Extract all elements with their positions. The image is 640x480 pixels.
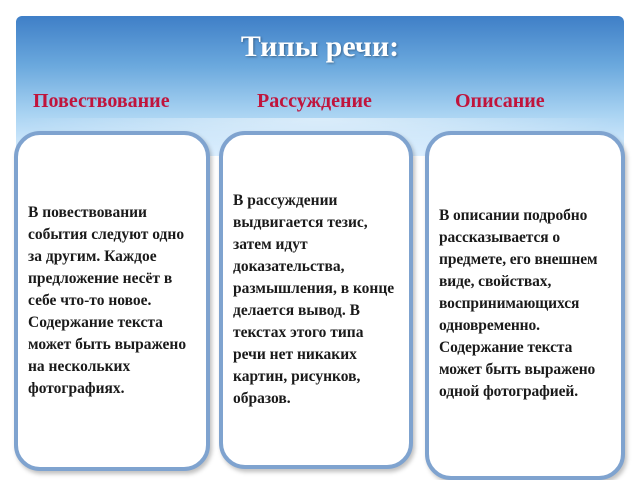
description-box [425, 131, 625, 480]
reasoning-box [219, 131, 413, 469]
heading-narration: Повествование [33, 90, 170, 112]
slide-title: Типы речи: [240, 30, 400, 63]
reasoning-text: В рассуждении выдвигается тезис, затем идут доказательства, размышления, в конце делается вывод. В текстах этого типа речи нет никаких картин, рисунков, образов. [233, 192, 395, 407]
heading-reasoning: Рассуждение [257, 90, 372, 112]
heading-description: Описание [455, 90, 545, 112]
narration-box [14, 131, 210, 471]
description-text: В описании подробно рассказывается о предмете, его внешнем виде, свойствах, воспринимающихся одновременно. Содержание текста может быть выражено одной фотографией. [439, 206, 598, 400]
narration-text: В повествовании события следуют одно за другим. Каждое предложение несёт в себе что-то новое. Содержание текста может быть выражено на нескольких фотографиях. [28, 204, 187, 397]
